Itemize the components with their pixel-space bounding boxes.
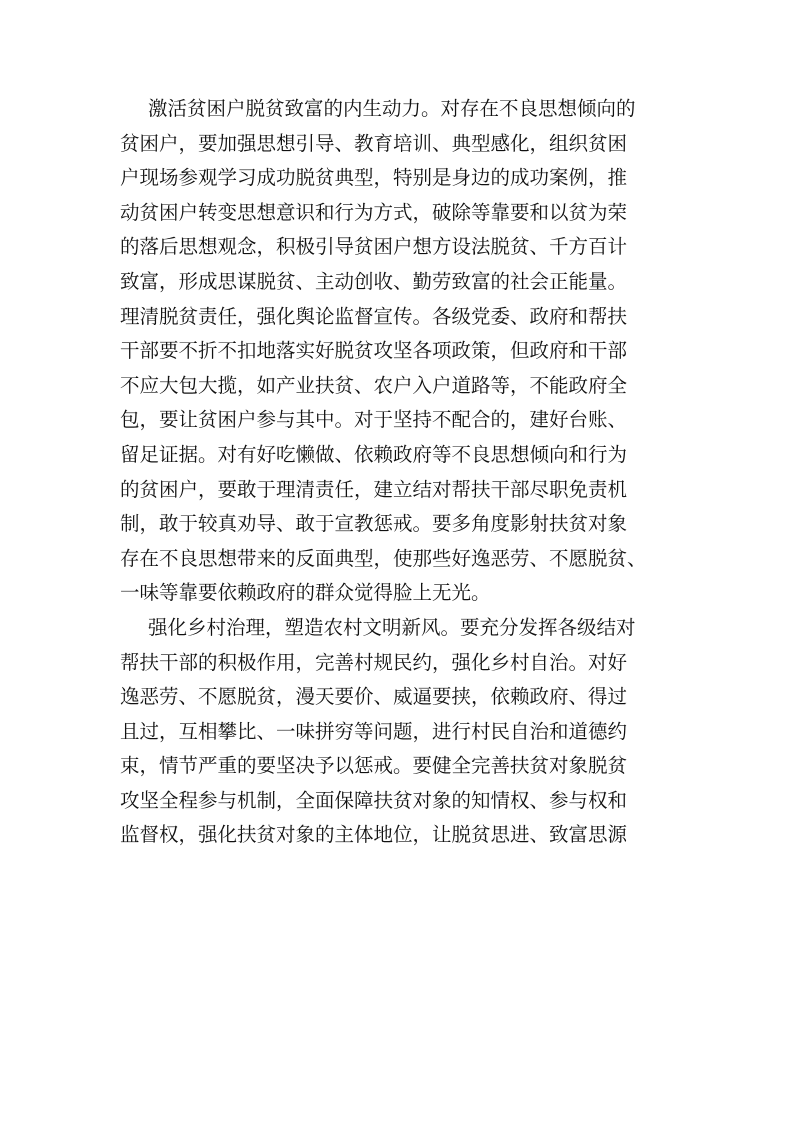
text-line: 贫困户，要加强思想引导、教育培训、典型感化，组织贫困	[120, 131, 628, 155]
text-line: 强化乡村治理，塑造农村文明新风。要充分发挥各级结对	[148, 615, 636, 639]
text-line: 不应大包大揽，如产业扶贫、农户入户道路等，不能政府全	[120, 373, 628, 397]
text-line: 逸恶劳、不愿脱贫，漫天要价、威逼要挟，依赖政府、得过	[120, 685, 628, 709]
text-line: 制，敢于较真劝导、敢于宣教惩戒。要多角度影射扶贫对象	[120, 512, 628, 536]
paragraph-rural-governance	[120, 611, 680, 853]
text-line: 束，情节严重的要坚决予以惩戒。要健全完善扶贫对象脱贫	[120, 754, 628, 778]
body-text	[120, 92, 680, 853]
text-line: 户现场参观学习成功脱贫典型，特别是身边的成功案例，推	[120, 166, 628, 190]
text-line: 且过，互相攀比、一味拼穷等问题，进行村民自治和道德约	[120, 719, 628, 743]
text-line: 干部要不折不扣地落实好脱贫攻坚各项政策，但政府和干部	[120, 339, 628, 363]
text-line: 攻坚全程参与机制，全面保障扶贫对象的知情权、参与权和	[120, 788, 628, 812]
text-line: 监督权，强化扶贫对象的主体地位，让脱贫思进、致富思源	[120, 823, 628, 847]
text-line: 的落后思想观念，积极引导贫困户想方设法脱贫、千方百计	[120, 235, 628, 259]
text-line: 留足证据。对有好吃懒做、依赖政府等不良思想倾向和行为	[120, 442, 628, 466]
text-line: 激活贫困户脱贫致富的内生动力。对存在不良思想倾向的	[148, 97, 636, 120]
text-line: 理清脱贫责任，强化舆论监督宣传。各级党委、政府和帮扶	[120, 304, 628, 328]
text-line: 的贫困户，要敢于理清责任，建立结对帮扶干部尽职免责机	[120, 477, 628, 501]
text-line: 一味等靠要依赖政府的群众觉得脸上无光。	[120, 581, 491, 605]
text-line: 帮扶干部的积极作用，完善村规民约，强化乡村自治。对好	[120, 650, 628, 674]
text-line: 动贫困户转变思想意识和行为方式，破除等靠要和以贫为荣	[120, 200, 628, 224]
paragraph-responsibility	[120, 300, 680, 611]
text-line: 存在不良思想带来的反面典型，使那些好逸恶劳、不愿脱贫、	[120, 546, 647, 570]
text-line: 包，要让贫困户参与其中。对于坚持不配合的，建好台账、	[120, 408, 628, 432]
text-line: 致富，形成思谋脱贫、主动创收、勤劳致富的社会正能量。	[120, 269, 628, 293]
paragraph-inner-motivation	[120, 92, 680, 300]
